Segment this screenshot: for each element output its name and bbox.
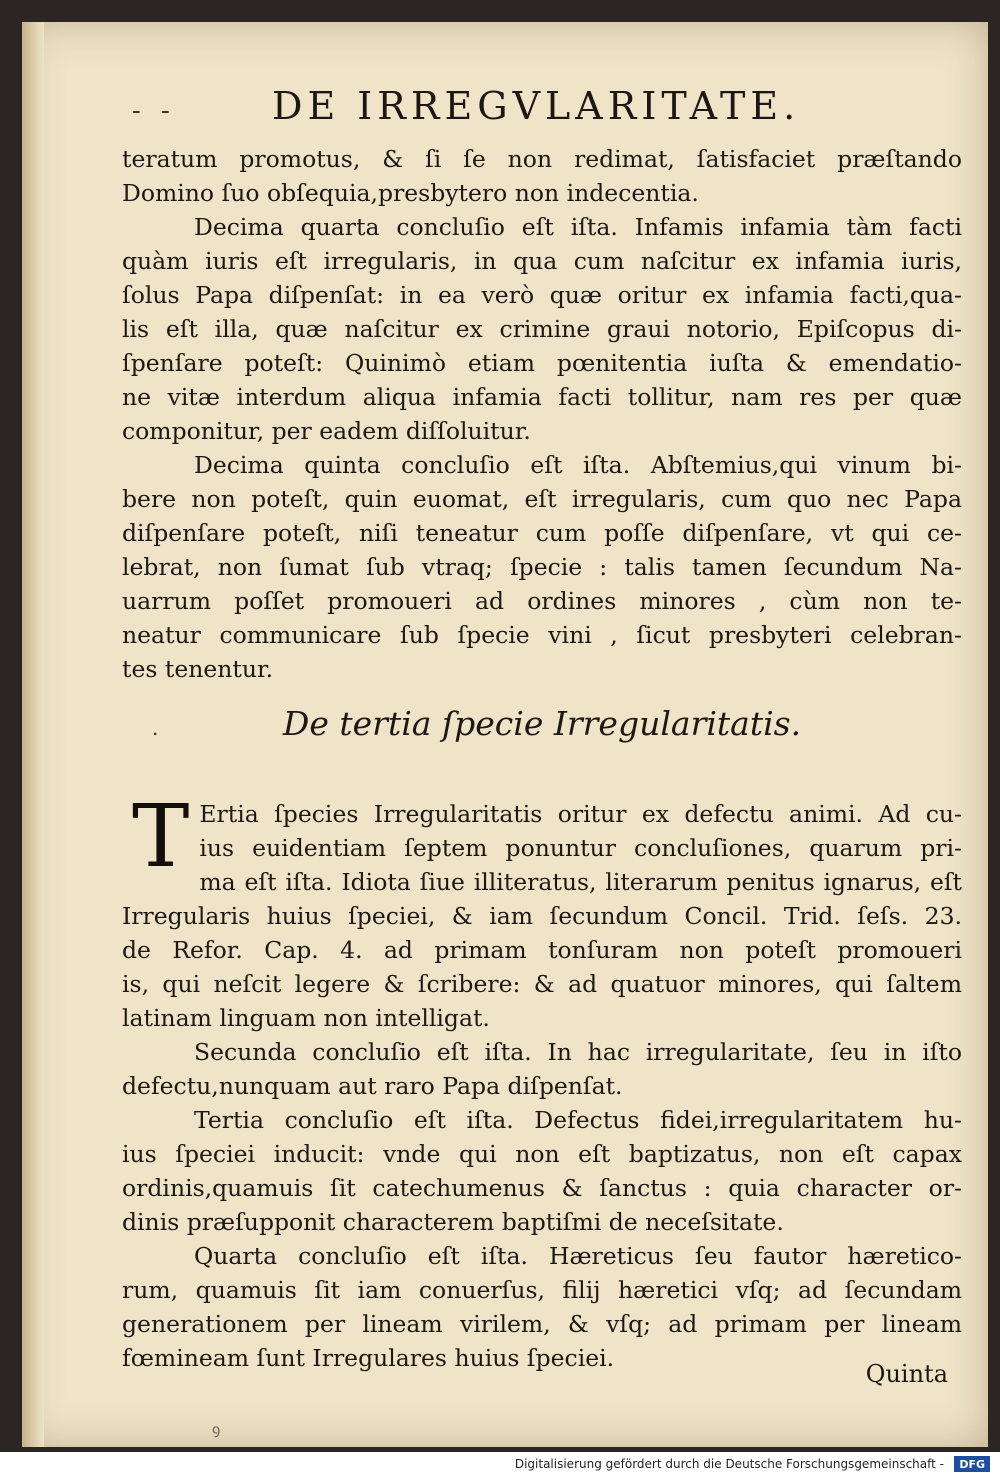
- text-block-2: [122, 787, 962, 1375]
- text-line: de Refor. Cap. 4. ad primam tonſuram non poteſt promoueri: [122, 936, 962, 964]
- text-line: Domino ſuo obſequia,presbytero non indecentia.: [122, 179, 699, 207]
- header-dash: - -: [132, 96, 176, 126]
- text-line: Ertia ſpecies Irregularitatis oritur ex defectu animi. Ad cu-: [199, 800, 962, 828]
- margin-dot: .: [152, 716, 159, 740]
- page-header: [132, 84, 952, 128]
- text-line: tes tenentur.: [122, 655, 274, 683]
- text-line: Irregularis huius ſpeciei, & iam ſecundum Concil. Trid. ſeſs. 23.: [122, 902, 962, 930]
- funding-credit: Digitalisierung gefördert durch die Deutsche Forschungsgemeinschaft -: [514, 1457, 944, 1471]
- text-line: Secunda concluſio eſt iſta. In hac irregularitate, ſeu in iſto: [194, 1038, 962, 1066]
- text-line: componitur, per eadem diſſoluitur.: [122, 417, 531, 445]
- dfg-logo-icon: DFG: [954, 1456, 990, 1472]
- text-line: rum, quamuis ſit iam conuerſus, filij hæretici vſq; ad ſecundam: [122, 1276, 962, 1304]
- text-line: generationem per lineam virilem, & vſq; ad primam per lineam: [122, 1310, 962, 1338]
- text-line: teratum promotus, & ſi ſe non redimat, ſatisfaciet præſtando: [122, 145, 962, 173]
- text-line: latinam linguam non intelligat.: [122, 1004, 490, 1032]
- text-line: ius ſpeciei inducit: vnde qui non eſt baptizatus, non eſt capax: [122, 1140, 962, 1168]
- text-line: ordinis,quamuis ſit catechumenus & ſanctus : quia character or-: [122, 1174, 962, 1202]
- text-line: Tertia concluſio eſt iſta. Defectus fidei,irregularitatem hu-: [194, 1106, 962, 1134]
- text-line: lis eſt illa, quæ naſcitur ex crimine graui notorio, Epiſcopus di-: [122, 315, 962, 343]
- text-line: defectu,nunquam aut raro Papa diſpenſat.: [122, 1072, 623, 1100]
- text-line: bere non poteſt, quin euomat, eſt irregularis, cum quo nec Papa: [122, 485, 962, 513]
- catchword: Quinta: [865, 1360, 948, 1388]
- text-line: Quarta concluſio eſt iſta. Hæreticus ſeu fautor hæretico-: [194, 1242, 962, 1270]
- text-line: ſpenſare poteſt: Quinimò etiam pœnitentia iuſta & emendatio-: [122, 349, 962, 377]
- drop-cap: T: [132, 787, 190, 887]
- text-line: ma eſt iſta. Idiota ſiue illiteratus, literarum penitus ignarus, eſt: [199, 868, 962, 896]
- text-line: diſpenſare poteſt, niſi teneatur cum poſſe diſpenſare, vt qui ce-: [122, 519, 962, 547]
- signature-mark: ꝯ: [212, 1422, 221, 1438]
- text-line: dinis præſupponit characterem baptiſmi de neceſsitate.: [122, 1208, 784, 1236]
- text-line: uarrum poſſet promoueri ad ordines minores , cùm non te-: [122, 587, 962, 615]
- text-line: ſolus Papa diſpenſat: in ea verò quæ oritur ex infamia facti,qua-: [122, 281, 962, 309]
- running-head: DE IRREGVLARITATE.: [272, 84, 801, 128]
- text-block-1: [122, 142, 962, 686]
- book-page: [22, 22, 988, 1447]
- page-gutter-shadow: [22, 22, 44, 1447]
- text-line: fœmineam ſunt Irregulares huius ſpeciei.: [122, 1344, 615, 1372]
- section-title: De tertia ſpecie Irregularitatis.: [282, 704, 802, 743]
- text-line: ius euidentiam ſeptem ponuntur concluſiones, quarum pri-: [199, 834, 962, 862]
- text-line: ne vitæ interdum aliqua infamia facti tollitur, nam res per quæ: [122, 383, 962, 411]
- text-line: Decima quinta concluſio eſt iſta. Abſtemius,qui vinum bi-: [194, 451, 962, 479]
- text-line: is, qui neſcit legere & ſcribere: & ad quatuor minores, qui ſaltem: [122, 970, 962, 998]
- text-line: Decima quarta concluſio eſt iſta. Infamis infamia tàm facti: [194, 213, 962, 241]
- text-line: quàm iuris eſt irregularis, in qua cum naſcitur ex infamia iuris,: [122, 247, 962, 275]
- text-line: neatur communicare ſub ſpecie vini , ſicut presbyteri celebran-: [122, 621, 962, 649]
- text-line: lebrat, non ſumat ſub vtraq; ſpecie : talis tamen ſecundum Na-: [122, 553, 962, 581]
